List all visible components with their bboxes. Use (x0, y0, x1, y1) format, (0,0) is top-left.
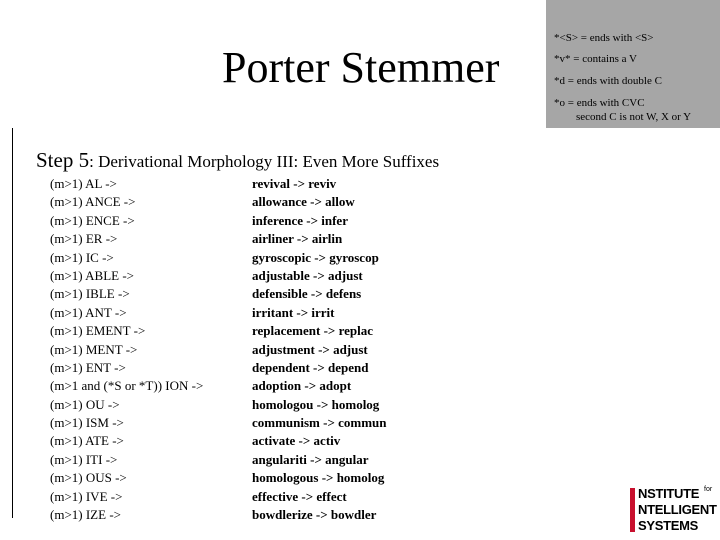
rule-row: (m>1) OU -> (50, 396, 120, 412)
example-row: gyroscopic -> gyroscop (252, 249, 379, 265)
rule-row: (m>1) ATE -> (50, 433, 124, 449)
example-row: communism -> commun (252, 415, 387, 431)
example-row: dependent -> depend (252, 359, 369, 375)
example-row: activate -> activ (252, 433, 341, 449)
rule-row: (m>1) OUS -> (50, 470, 127, 486)
example-row: bowdlerize -> bowdler (252, 507, 377, 523)
example-row: inference -> infer (252, 212, 348, 228)
example-row: defensible -> defens (252, 286, 362, 302)
example-row: homologou -> homolog (252, 396, 380, 412)
rule-row: (m>1 and (*S or *T)) ION -> (50, 378, 204, 394)
logo-line-institute: NSTITUTE (638, 486, 700, 501)
example-row: allowance -> allow (252, 194, 355, 210)
logo-line-for: for (704, 486, 713, 493)
rules-column (50, 175, 203, 524)
rule-row: (m>1) EMENT -> (50, 323, 146, 339)
legend-line-ends-with: *<S> = ends with <S> (554, 32, 654, 44)
example-row: angulariti -> angular (252, 451, 369, 467)
logo-line-systems: SYSTEMS (638, 518, 699, 533)
rule-row: (m>1) IBLE -> (50, 286, 130, 302)
example-row: replacement -> replac (252, 323, 373, 339)
rule-row: (m>1) ER -> (50, 231, 118, 247)
step-number: Step 5 (36, 148, 90, 172)
rule-row: (m>1) ANT -> (50, 304, 127, 320)
logo-line-intelligent: NTELLIGENT (638, 502, 717, 517)
example-row: adjustment -> adjust (252, 341, 368, 357)
example-row: adjustable -> adjust (252, 267, 363, 283)
rule-row: (m>1) ABLE -> (50, 267, 134, 283)
step-description: : Derivational Morphology III: Even More Suffixes (89, 152, 440, 171)
rule-row: (m>1) ENCE -> (50, 212, 135, 228)
example-row: airliner -> airlin (252, 231, 343, 247)
rule-row: (m>1) ANCE -> (50, 194, 136, 210)
legend-line-cvc: *o = ends with CVC (554, 97, 645, 109)
rule-row: (m>1) AL -> (50, 176, 117, 191)
example-row: irritant -> irrit (252, 304, 335, 320)
logo-accent-bar (630, 488, 635, 532)
examples-column (252, 175, 387, 524)
rule-row: (m>1) ISM -> (50, 415, 124, 431)
left-divider (12, 128, 13, 518)
example-row: revival -> reviv (252, 176, 337, 191)
step-heading (36, 146, 439, 177)
rule-row: (m>1) ENT -> (50, 359, 126, 375)
legend-line-contains-vowel: *v* = contains a V (554, 53, 637, 65)
example-row: homologous -> homolog (252, 470, 385, 486)
example-row: effective -> effect (252, 488, 347, 504)
rule-row: (m>1) IZE -> (50, 507, 121, 523)
institute-logo (630, 486, 720, 538)
rule-row: (m>1) IC -> (50, 249, 114, 265)
example-row: adoption -> adopt (252, 378, 352, 394)
rule-row: (m>1) MENT -> (50, 341, 138, 357)
legend-line-double-consonant: *d = ends with double C (554, 75, 662, 87)
notation-legend (546, 0, 720, 128)
slide-title: Porter Stemmer (222, 43, 500, 92)
rule-row: (m>1) IVE -> (50, 488, 123, 504)
rule-row: (m>1) ITI -> (50, 451, 118, 467)
legend-line-cvc-detail: second C is not W, X or Y (576, 111, 692, 123)
